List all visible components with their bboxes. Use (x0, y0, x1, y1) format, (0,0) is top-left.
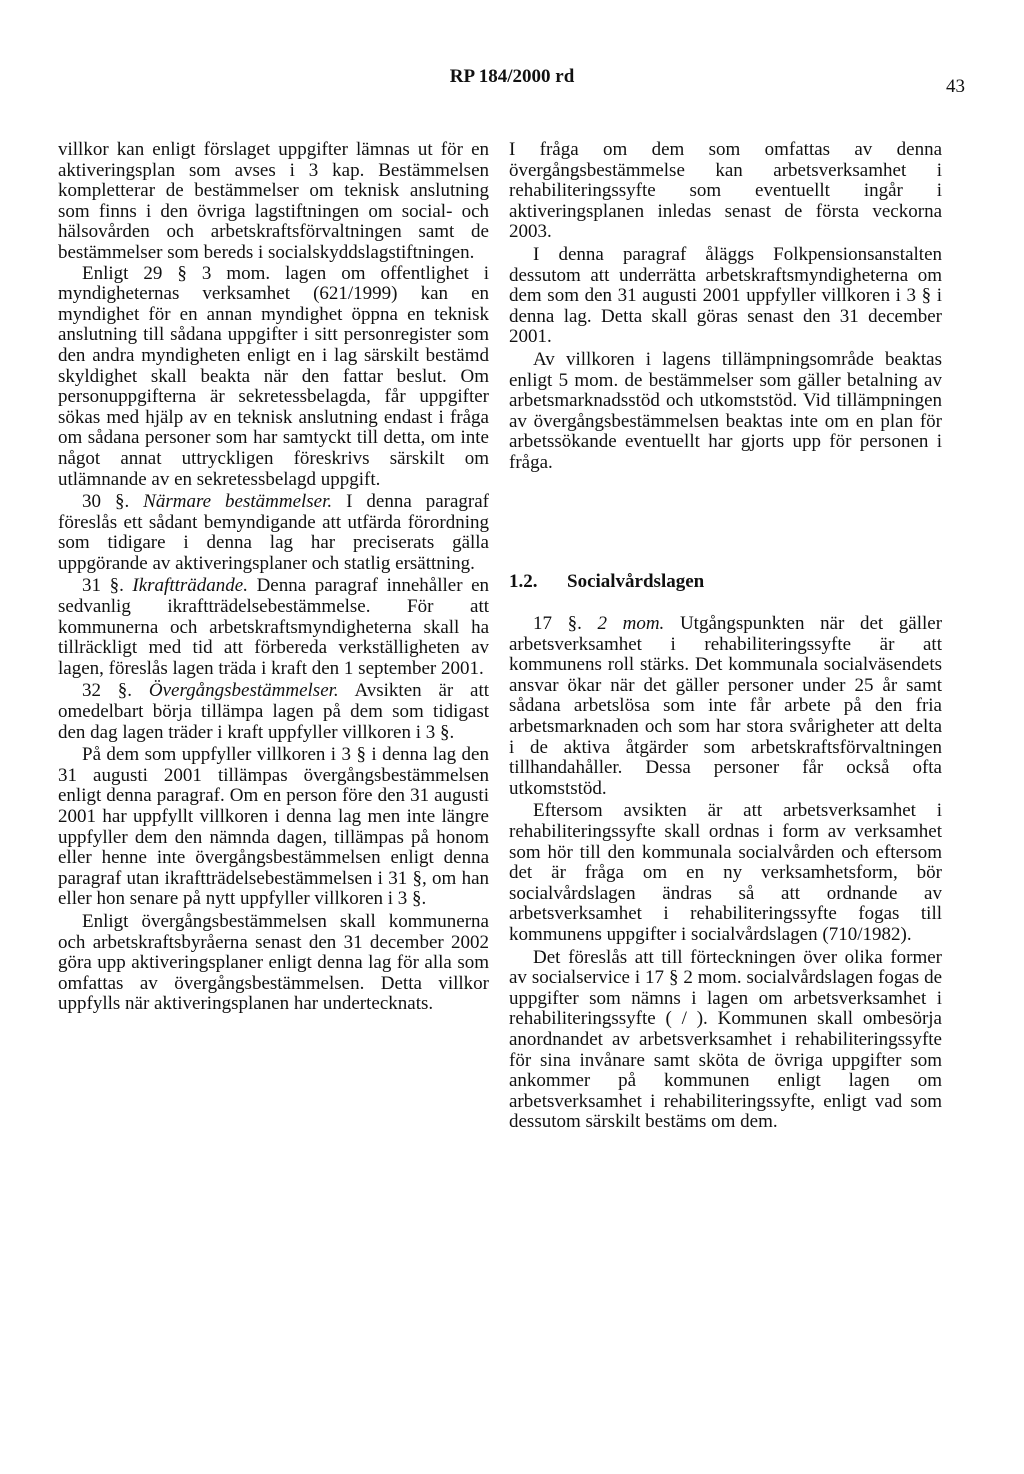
page-header-title: RP 184/2000 rd (449, 66, 575, 87)
section-ref: 17 §. (533, 613, 582, 635)
paragraph-body: Denna paragraf innehåller en sedvanlig ikraftträdelsebestämmelse. För att kommunerna och arbetskraftsmyndigheterna skall ha tillräckligt med tid att förbereda verkställigheten av lagen, föreslås lagen träda i kraft den 1 september 2001. (58, 575, 490, 679)
paragraph (58, 681, 489, 743)
section-number: 1.2. (509, 570, 538, 592)
section-ref: 31 §. (82, 575, 124, 597)
paragraph: Eftersom avsikten är att arbetsverksamhet i rehabiliteringssyfte skall ordnas i form av verksamhet som hör till den kommunala socialvården och eftersom det är fråga om en ny verksamhetsform, bör socialvårdslagen ändras så att ordnande av arbetsverksamhet i rehabiliteringssyfte fogas till kommunens uppgifter i socialvårdslagen (710/1982). (509, 800, 942, 945)
section-heading (509, 572, 942, 593)
paragraph: I fråga om dem som omfattas av denna övergångsbestämmelse kan arbetsverksamhet i rehabiliteringssyfte som eventuellt ingår i aktiveringsplanen inledas senast de första veckorna 2003. (509, 139, 942, 243)
paragraph-body: I denna paragraf föreslås ett sådant bemyndigande att utfärda förordning som tidigare i denna lag har preciserats gälla uppgörande av aktiveringsplaner och statlig ersättning. (58, 491, 489, 574)
section-title: Ikraftträdande. (132, 575, 248, 597)
left-column (58, 140, 489, 1015)
paragraph: villkor kan enligt förslaget uppgifter lämnas ut för en aktiveringsplan som avses i 3 kap. Bestämmelsen kompletterar de bestämmelser om teknisk anslutning som finns i den övriga lagstiftningen om social- och hälsovården och arbetskraftsförvaltningen samt de bestämmelser som bereds i socialskyddslagstiftningen. (58, 139, 489, 263)
section-heading-title: Socialvårdslagen (567, 570, 705, 592)
right-column (509, 140, 942, 1133)
paragraph: Av villkoren i lagens tillämpningsområde beaktas enligt 5 mom. de bestämmelser som gäller betalning av arbetsmarknadsstöd och utkomststöd. Vid tillämpningen av övergångsbestämmelsen beaktas inte om en plan för arbetssökande eventuellt har gjorts upp för personen i fråga. (509, 348, 942, 473)
paragraph (58, 576, 489, 679)
paragraph: I denna paragraf åläggs Folkpensionsanstalten dessutom att underrätta arbetskraftsmyndigheterna om dem som den 31 augusti 2001 uppfyller villkoren i 3 § i denna lag. Detta skall göras senast den 31 december 2001. (509, 243, 942, 348)
paragraph-body: Avsikten är att omedelbart börja tillämpa lagen på dem som tidigast den dag lagen träder i kraft uppfyller villkoren i 3 §. (58, 680, 490, 743)
paragraph (509, 614, 942, 799)
section-ref: 32 §. (82, 680, 133, 702)
section-title: Närmare bestämmelser. (143, 491, 333, 513)
paragraph: Enligt övergångsbestämmelsen skall kommunerna och arbetskraftsbyråerna senast den 31 december 2002 göra upp aktiveringsplaner enligt denna lag för alla som omfattas av övergångsbestämmelsen. Detta villkor uppfylls när aktiveringsplanen har undertecknats. (58, 910, 489, 1015)
paragraph: På dem som uppfyller villkoren i 3 § i denna lag den 31 augusti 2001 tillämpas övergångsbestämmelsen enligt denna paragraf. Om en person före den 31 augusti 2001 har uppfyllt villkoren i denna lag men inte längre uppfyller dem den nämnda dagen, tillämpas på honom eller henne inte övergångsbestämmelsen enligt denna paragraf utan ikraftträdelsebestämmelsen i 31 §, om han eller hon senare på nytt uppfyller villkoren i 3 §. (58, 744, 489, 910)
section-title: Övergångsbestämmelser. (148, 680, 339, 702)
section-title: 2 mom. (597, 613, 665, 635)
section-ref: 30 §. (82, 491, 130, 513)
paragraph: Det föreslås att till förteckningen över olika former av socialservice i 17 § 2 mom. socialvårdslagen fogas de uppgifter som nämns i lagen om arbetsverksamhet i rehabiliteringssyfte ( / ). Kommunen skall ombesörja anordnandet av arbetsverksamhet i rehabiliteringssyfte för sina invånare samt sköta de övriga uppgifter som ankommer på kommunen enligt lagen om arbetsverksamhet i rehabiliteringssyfte, enligt vad som dessutom särskilt bestäms om dem. (509, 946, 942, 1133)
paragraph-body: Utgångspunkten när det gäller arbetsverksamhet i rehabiliteringssyfte är att kommunens roll stärks. Det kommunala socialväsendets ansvar ökar när det gäller personer under 25 år samt sådana arbetslösa som inte får arbete på den fria arbetsmarknaden och som har stora svårigheter att delta i de aktiva åtgärder som arbetskraftsförvaltningen tillhandahåller. Dessa personer får också ofta utkomststöd. (509, 613, 943, 799)
paragraph (58, 492, 489, 574)
paragraph: Enligt 29 § 3 mom. lagen om offentlighet i myndigheternas verksamhet (621/1999) kan en myndighet för en annan myndighet öppna en teknisk anslutning till sådana uppgifter i sitt personregister som den andra myndigheten enligt en i lag särskilt bestämd skyldighet skall beakta när den fattar beslut. Om personuppgifterna är sekretessbelagda, får uppgifter sökas med hjälp av en teknisk anslutning endast i fråga om sådana personer som har samtyckt till detta, om inte något annat uttryckligen föreskrivs särskilt om utlämnande av en sekretessbelagd uppgift. (58, 262, 489, 490)
page-number: 43 (946, 76, 965, 97)
